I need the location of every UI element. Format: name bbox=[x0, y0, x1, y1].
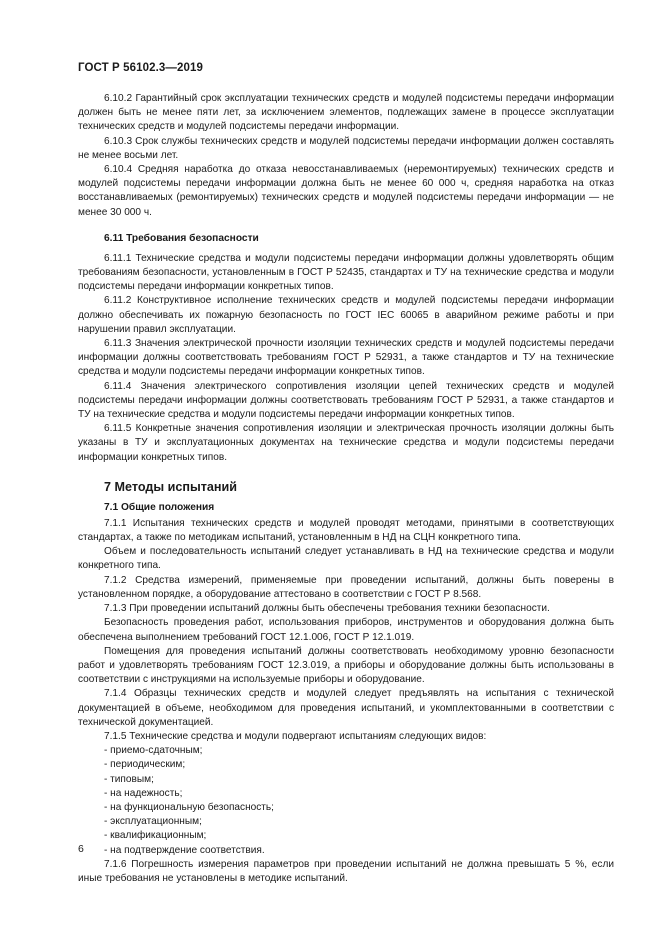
list-item: - на подтверждение соответствия. bbox=[104, 844, 265, 856]
list-item: - эксплуатационным; bbox=[104, 816, 202, 828]
paragraph-6-10-3: 6.10.3 Срок службы технических средств и модулей подсистемы передачи информации должен составлять не менее восьми лет. bbox=[78, 135, 614, 161]
paragraph-6-11-1: 6.11.1 Технические средства и модули подсистемы передачи информации должны удовлетворять общим требованиям безопасности, установленным в ГОСТ Р 52435, стандартах и ТУ на технические средства и модули подсистемы передачи информации конкретных типов. bbox=[78, 252, 614, 293]
paragraph-7-1-5: 7.1.5 Технические средства и модули подвергают испытаниям следующих видов: bbox=[104, 730, 487, 742]
paragraph-7-1-6: 7.1.6 Погрешность измерения параметров при проведении испытаний не должна превышать 5 %, если иные требования не установлены в методике испытаний. bbox=[78, 858, 614, 884]
list-item: - квалификационным; bbox=[104, 830, 207, 842]
list-item: - приемо-сдаточным; bbox=[104, 745, 203, 757]
paragraph-6-11-2: 6.11.2 Конструктивное исполнение технических средств и модулей подсистемы передачи информации должно обеспечивать их пожарную безопасность по ГОСТ IEC 60065 в аварийном режиме работы и при нарушении правил эксплуатации. bbox=[78, 295, 614, 335]
paragraph-7-1-3-b: Безопасность проведения работ, использования приборов, инструментов и оборудования должна быть обеспечена выполнением требований ГОСТ 12.1.006, ГОСТ Р 12.1.019. bbox=[78, 617, 614, 643]
section-7-1-heading: 7.1 Общие положения bbox=[104, 501, 215, 513]
page-content bbox=[78, 92, 614, 886]
paragraph-6-11-5: 6.11.5 Конкретные значения сопротивления изоляции и электрическая прочность изоляции должны быть указаны в ТУ и эксплуатационных документах на технические средства и модули подсистемы передачи информации конкретных типов. bbox=[78, 423, 614, 463]
paragraph-6-11-3: 6.11.3 Значения электрической прочности изоляции технических средств и модулей подсистемы передачи информации должны соответствовать требованиям ГОСТ Р 52931, а также стандартов и ТУ на технические средства и модули подсистемы передачи информации конкретных типов. bbox=[78, 338, 614, 378]
paragraph-7-1-1-b: Объем и последовательность испытаний следует устанавливать в НД на технические средства и модули конкретного типа. bbox=[78, 546, 614, 572]
test-types-list bbox=[78, 744, 614, 858]
list-item: - на надежность; bbox=[104, 787, 183, 799]
paragraph-6-10-2: 6.10.2 Гарантийный срок эксплуатации технических средств и модулей подсистемы передачи информации должен быть не менее пяти лет, за исключением элементов, подлежащих замене в процессе эксплуатации технических средств и модулей подсистемы передачи информации. bbox=[78, 93, 614, 133]
paragraph-7-1-1: 7.1.1 Испытания технических средств и модулей проводят методами, принятыми в соответствующих стандартах, а также по методикам испытаний, установленным в НД на СЦН конкретного типа. bbox=[78, 517, 614, 544]
section-6-11-heading: 6.11 Требования безопасности bbox=[104, 232, 259, 244]
list-item: - периодическим; bbox=[104, 759, 186, 771]
document-header: ГОСТ Р 56102.3—2019 bbox=[78, 62, 203, 74]
paragraph-7-1-3: 7.1.3 При проведении испытаний должны быть обеспечены требования техники безопасности. bbox=[104, 603, 550, 615]
paragraph-7-1-2: 7.1.2 Средства измерений, применяемые при проведении испытаний, должны быть поверены в установленном порядке, а оборудование аттестовано в соответствии с ГОСТ Р 8.568. bbox=[78, 574, 614, 600]
section-7-heading: 7 Методы испытаний bbox=[104, 479, 237, 494]
paragraph-6-10-4: 6.10.4 Средняя наработка до отказа невосстанавливаемых (неремонтируемых) технических средств и модулей подсистемы передачи информации должна быть не менее 60 000 ч, средняя наработка на отказ восстанавливаемых (ремонтируемых) технических средств и модулей подсистемы передачи информации — не менее 30 000 ч. bbox=[78, 164, 614, 218]
paragraph-7-1-4: 7.1.4 Образцы технических средств и модулей следует предъявлять на испытания с технической документацией в объеме, необходимом для проведения испытаний, и укомплектованными в соответствии с технической документацией. bbox=[78, 688, 614, 728]
list-item: - типовым; bbox=[104, 773, 154, 785]
list-item: - на функциональную безопасность; bbox=[104, 801, 274, 813]
page-number: 6 bbox=[78, 843, 84, 855]
paragraph-6-11-4: 6.11.4 Значения электрического сопротивления изоляции цепей технических средств и модулей подсистемы передачи информации должны соответствовать требованиям ГОСТ Р 52931, а также стандартов и ТУ на технические средства и модули подсистемы передачи информации конкретных типов. bbox=[78, 380, 614, 421]
paragraph-7-1-3-c: Помещения для проведения испытаний должны соответствовать необходимому уровню безопасности работ и удовлетворять требованиям ГОСТ 12.3.019, а приборы и оборудование должны быть использованы в соответствии с инструкциями на используемые приборы и оборудование. bbox=[78, 645, 614, 686]
